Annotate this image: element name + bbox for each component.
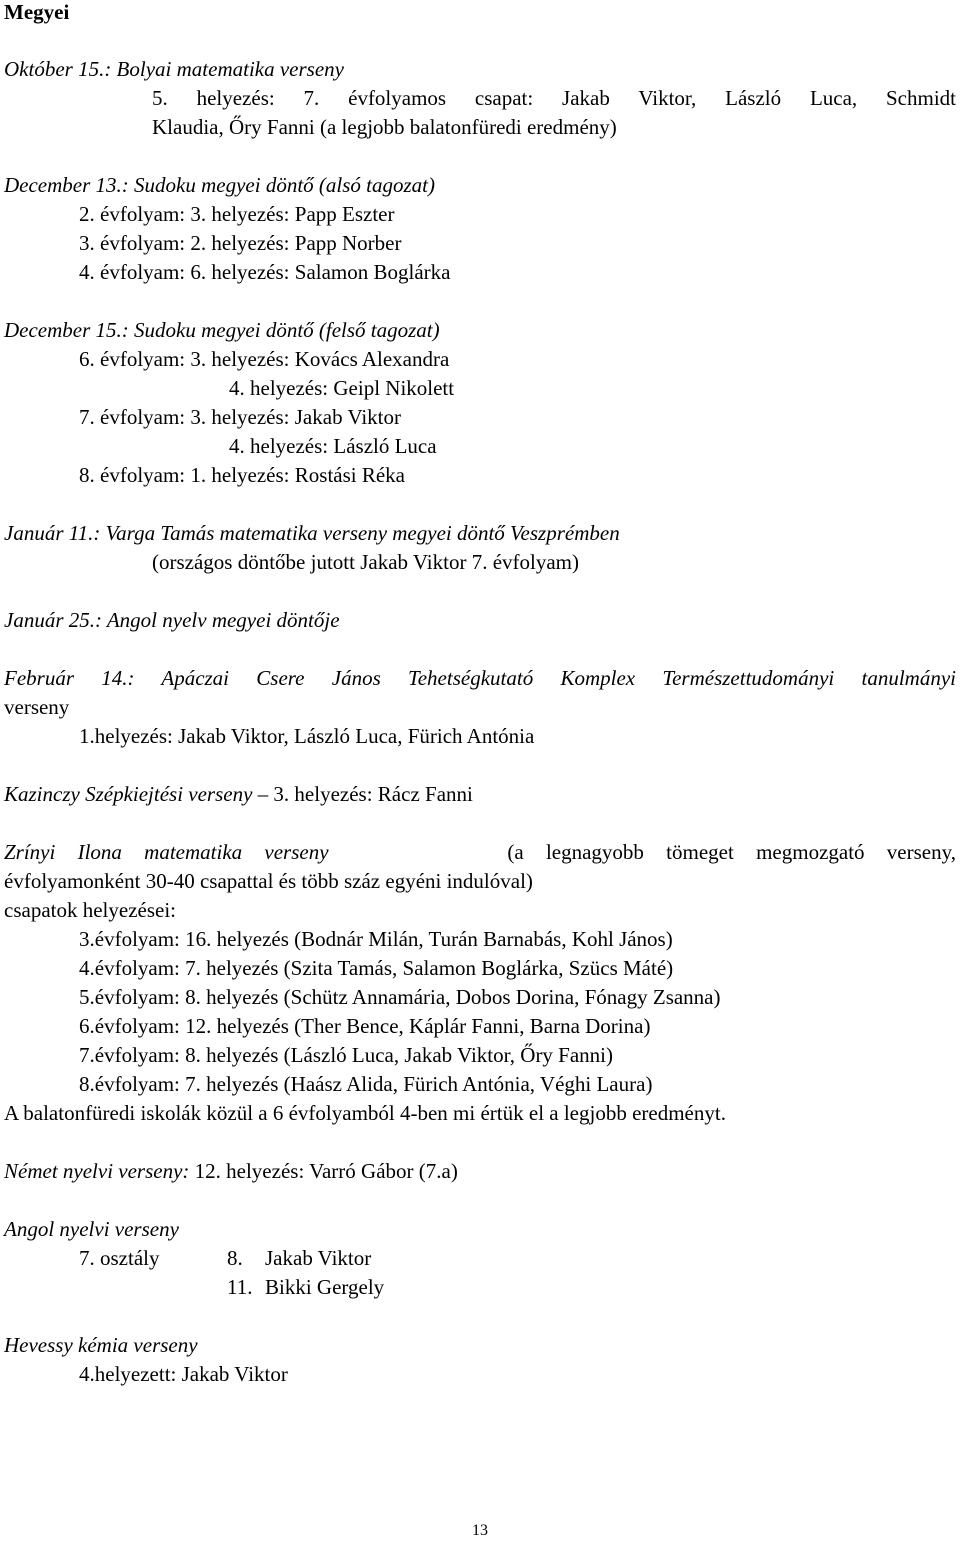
kazinczy-title: Kazinczy Szépkiejtési verseny <box>4 782 253 806</box>
apaczai-result: 1.helyezés: Jakab Viktor, László Luca, Fürich Antónia <box>79 724 535 748</box>
hevessy-title: Hevessy kémia verseny <box>4 1333 198 1357</box>
angol-megyei-title: Január 25.: Angol nyelv megyei döntője <box>4 608 340 632</box>
sudoku-lower-item: 4. évfolyam: 6. helyezés: Salamon Boglárka <box>79 260 451 284</box>
zrinyi-summary: A balatonfüredi iskolák közül a 6 évfolyamból 4-ben mi értük el a legjobb eredményt. <box>4 1101 726 1125</box>
angol-name: Bikki Gergely <box>265 1275 385 1299</box>
zrinyi-team-result: 5.évfolyam: 8. helyezés (Schütz Annamária, Dobos Dorina, Fónagy Zsanna) <box>79 985 721 1009</box>
zrinyi-team-result: 8.évfolyam: 7. helyezés (Haász Alida, Fürich Antónia, Véghi Laura) <box>79 1072 653 1096</box>
bolyai-title: Október 15.: Bolyai matematika verseny <box>4 57 344 81</box>
apaczai-title-continued: verseny <box>4 695 70 719</box>
angol-place: 11. <box>227 1275 253 1299</box>
zrinyi-title: Zrínyi Ilona matematika verseny <box>4 840 329 864</box>
sudoku-upper-title: December 15.: Sudoku megyei döntő (felső tagozat) <box>4 318 440 342</box>
zrinyi-team-result: 7.évfolyam: 8. helyezés (László Luca, Jakab Viktor, Őry Fanni) <box>79 1043 614 1067</box>
zrinyi-desc-1: (a legnagyobb tömeget megmozgató verseny, <box>507 840 956 864</box>
zrinyi-team-result: 4.évfolyam: 7. helyezés (Szita Tamás, Salamon Boglárka, Szücs Máté) <box>79 956 674 980</box>
kazinczy-result: – 3. helyezés: Rácz Fanni <box>252 782 473 806</box>
sudoku-lower-item: 2. évfolyam: 3. helyezés: Papp Eszter <box>79 202 395 226</box>
bolyai-result-line-2: Klaudia, Őry Fanni (a legjobb balatonfüredi eredmény) <box>152 115 617 139</box>
sudoku-lower-item: 3. évfolyam: 2. helyezés: Papp Norber <box>79 231 402 255</box>
varga-note: (országos döntőbe jutott Jakab Viktor 7. évfolyam) <box>152 550 580 574</box>
nemet-title: Német nyelvi verseny: <box>4 1159 190 1183</box>
hevessy-result: 4.helyezett: Jakab Viktor <box>79 1362 288 1386</box>
zrinyi-team-result: 6.évfolyam: 12. helyezés (Ther Bence, Káplár Fanni, Barna Dorina) <box>79 1014 651 1038</box>
page-heading: Megyei <box>4 0 70 24</box>
zrinyi-teams-label: csapatok helyezései: <box>4 898 176 922</box>
sudoku-upper-item: 7. évfolyam: 3. helyezés: Jakab Viktor <box>79 405 402 429</box>
zrinyi-team-result: 3.évfolyam: 16. helyezés (Bodnár Milán, Turán Barnabás, Kohl János) <box>79 927 673 951</box>
nemet-result: 12. helyezés: Varró Gábor (7.a) <box>189 1159 458 1183</box>
angol-name: Jakab Viktor <box>265 1246 372 1270</box>
apaczai-title: Február 14.: Apáczai Csere János Tehetségkutató Komplex Természettudományi tanulmányi <box>4 666 956 690</box>
bolyai-result-line-1: 5. helyezés: 7. évfolyamos csapat: Jakab Viktor, László Luca, Schmidt <box>152 86 956 110</box>
angol-class-label: 7. osztály <box>79 1246 160 1270</box>
sudoku-upper-item: 8. évfolyam: 1. helyezés: Rostási Réka <box>79 463 406 487</box>
sudoku-lower-title: December 13.: Sudoku megyei döntő (alsó tagozat) <box>4 173 435 197</box>
nemet-line <box>4 1158 458 1184</box>
varga-title: Január 11.: Varga Tamás matematika verseny megyei döntő Veszprémben <box>4 521 620 545</box>
sudoku-upper-item: 4. helyezés: Geipl Nikolett <box>229 376 455 400</box>
zrinyi-desc-2: évfolyamonként 30-40 csapattal és több száz egyéni indulóval) <box>4 869 533 893</box>
angol-nyelvi-title: Angol nyelvi verseny <box>4 1217 179 1241</box>
sudoku-upper-item: 4. helyezés: László Luca <box>229 434 437 458</box>
page-number: 13 <box>472 1522 488 1539</box>
zrinyi-title-line <box>4 839 956 865</box>
angol-place: 8. <box>227 1246 243 1270</box>
sudoku-upper-item: 6. évfolyam: 3. helyezés: Kovács Alexandra <box>79 347 450 371</box>
kazinczy-line <box>4 781 473 807</box>
